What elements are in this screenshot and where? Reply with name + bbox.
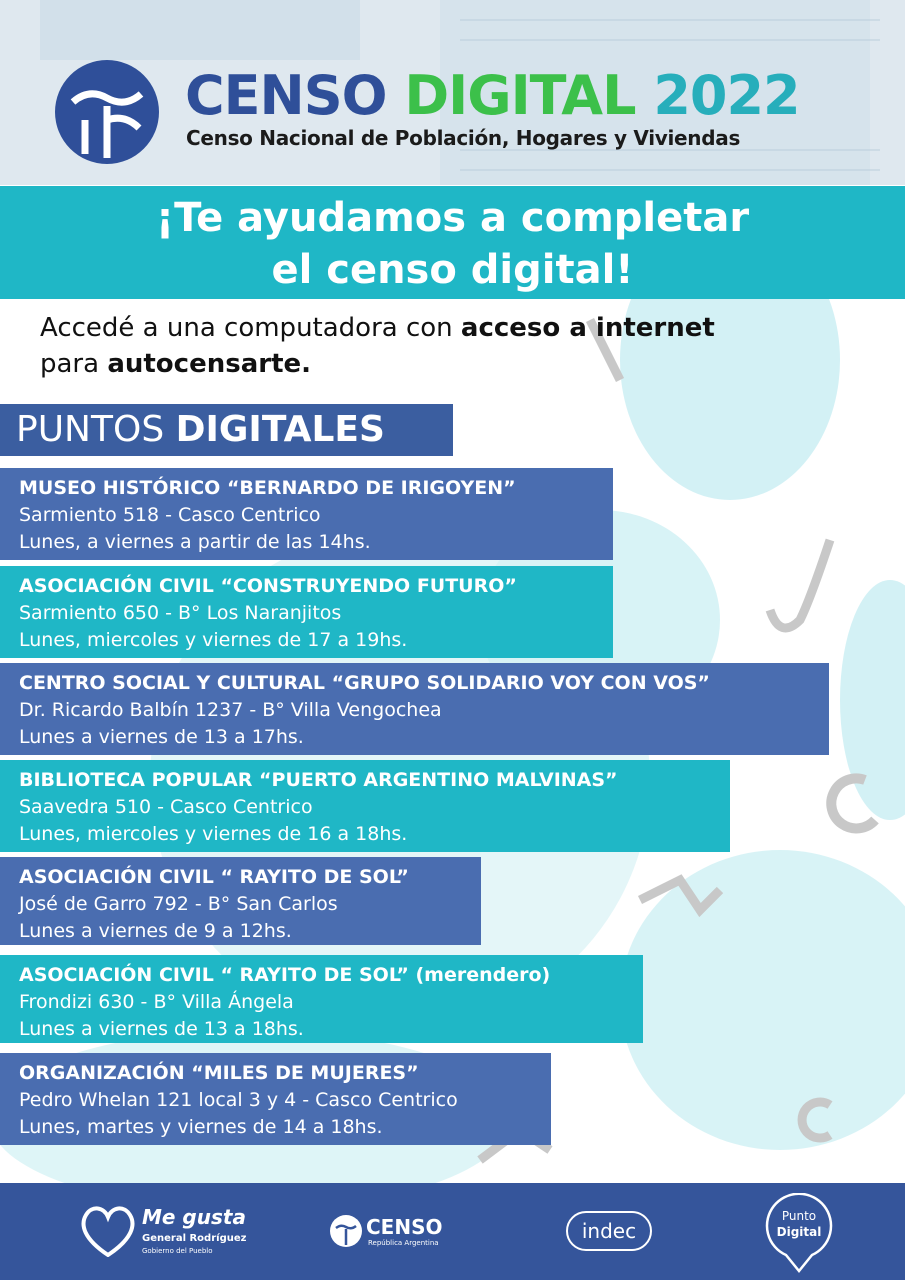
censo-digital-title: [185, 66, 800, 126]
location-hours: Lunes, martes y viernes de 14 a 18hs.: [19, 1116, 383, 1138]
location-hours: Lunes, miercoles y viernes de 17 a 19hs.: [19, 629, 408, 651]
censo-small-logo-icon: [330, 1215, 362, 1247]
title-censo: CENSO: [185, 64, 387, 127]
location-name: ASOCIACIÓN CIVIL “ RAYITO DE SOL”: [19, 866, 409, 888]
location-card: [0, 857, 481, 945]
location-hours: Lunes a viernes de 9 a 12hs.: [19, 920, 292, 942]
location-name: ASOCIACIÓN CIVIL “ RAYITO DE SOL” (merendero): [19, 964, 551, 986]
location-address: Pedro Whelan 121 local 3 y 4 - Casco Centrico: [19, 1089, 458, 1111]
location-card: [0, 663, 829, 755]
intro-text-1: Accedé a una computadora con: [40, 313, 461, 343]
censo-logo-icon: [55, 60, 159, 164]
title-year: 2022: [653, 64, 800, 127]
help-banner: [0, 186, 905, 299]
puntos-digitales-heading: [0, 404, 453, 456]
digital-label: Digital: [776, 1225, 822, 1239]
title-digital: DIGITAL: [404, 64, 636, 127]
location-name: ORGANIZACIÓN “MILES DE MUJERES”: [19, 1062, 419, 1084]
censo-footer-label: CENSO: [366, 1215, 443, 1239]
location-name: BIBLIOTECA POPULAR “PUERTO ARGENTINO MALVINAS”: [19, 769, 618, 791]
censo-footer-logo: [330, 1213, 460, 1253]
me-gusta-city: General Rodríguez: [142, 1233, 247, 1244]
location-address: José de Garro 792 - B° San Carlos: [19, 893, 338, 915]
me-gusta-title: Me gusta: [142, 1205, 246, 1229]
header: [0, 0, 905, 185]
location-address: Saavedra 510 - Casco Centrico: [19, 796, 313, 818]
location-name: MUSEO HISTÓRICO “BERNARDO DE IRIGOYEN”: [19, 477, 516, 499]
banner-line-2: el censo digital!: [271, 247, 634, 293]
censo-footer-sub: República Argentina: [368, 1239, 439, 1247]
punto-label: Punto: [781, 1209, 817, 1223]
location-name: CENTRO SOCIAL Y CULTURAL “GRUPO SOLIDARIO VOY CON VOS”: [19, 672, 710, 694]
punto-digital-logo: [764, 1193, 834, 1273]
location-address: Sarmiento 650 - B° Los Naranjitos: [19, 602, 342, 624]
location-address: Frondizi 630 - B° Villa Ángela: [19, 991, 294, 1013]
location-card: [0, 760, 730, 852]
location-card: [0, 468, 613, 560]
location-hours: Lunes a viernes de 13 a 18hs.: [19, 1018, 304, 1040]
intro-text: [40, 310, 890, 382]
location-card: [0, 955, 643, 1043]
intro-bold-1: acceso a internet: [460, 313, 715, 343]
location-name: ASOCIACIÓN CIVIL “CONSTRUYENDO FUTURO”: [19, 575, 517, 597]
heading-light: PUNTOS: [16, 409, 176, 450]
location-card: [0, 566, 613, 658]
location-hours: Lunes, miercoles y viernes de 16 a 18hs.: [19, 823, 408, 845]
heading-bold: DIGITALES: [175, 409, 385, 450]
me-gusta-tagline: Gobierno del Pueblo: [142, 1247, 213, 1255]
footer: [0, 1183, 905, 1280]
location-card: [0, 1053, 551, 1145]
indec-logo: indec: [566, 1211, 652, 1251]
intro-text-2: para: [40, 349, 108, 379]
me-gusta-logo: [80, 1199, 250, 1269]
header-subtitle: Censo Nacional de Población, Hogares y Viviendas: [186, 126, 741, 150]
location-hours: Lunes, a viernes a partir de las 14hs.: [19, 531, 371, 553]
location-hours: Lunes a viernes de 13 a 17hs.: [19, 726, 304, 748]
location-address: Sarmiento 518 - Casco Centrico: [19, 504, 321, 526]
banner-line-1: ¡Te ayudamos a completar: [155, 195, 750, 241]
intro-bold-2: autocensarte.: [107, 349, 312, 379]
heart-icon: [80, 1205, 136, 1257]
location-address: Dr. Ricardo Balbín 1237 - B° Villa Vengochea: [19, 699, 442, 721]
